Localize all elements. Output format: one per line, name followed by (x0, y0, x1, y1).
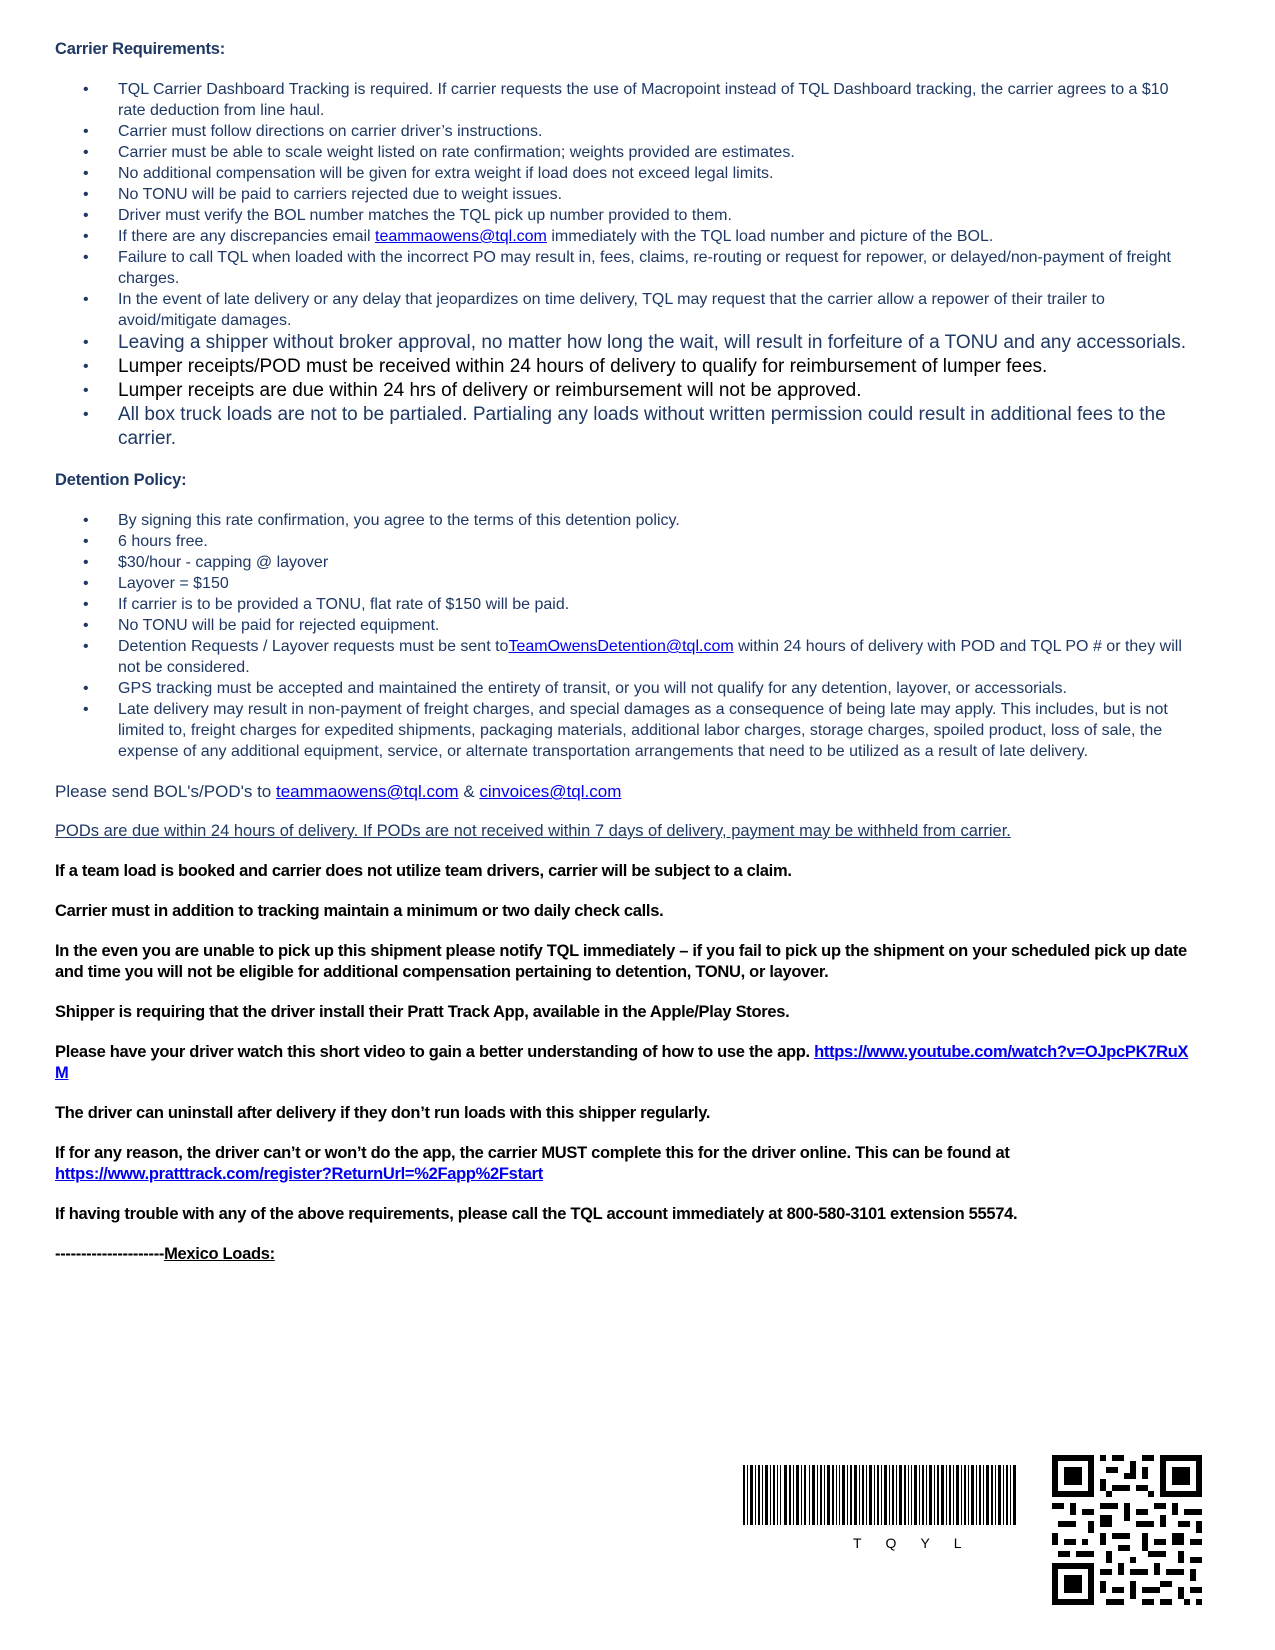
list-item: • Layover = $150 (83, 575, 229, 592)
online-paragraph: If for any reason, the driver can’t or won’t do the app, the carrier MUST complete this for the driver online. This can be found at https://www.pratttrack.com/register?ReturnUrl=%2Fapp%2Fstart (55, 1144, 1010, 1183)
list-item: • If carrier is to be provided a TONU, flat rate of $150 will be paid. (83, 596, 570, 613)
send-bols-line: Please send BOL's/POD's to teammaowens@tql.com & cinvoices@tql.com (55, 782, 622, 801)
list-item: • By signing this rate confirmation, you agree to the terms of this detention policy. (83, 512, 680, 529)
list-item: • No TONU will be paid for rejected equipment. (83, 617, 440, 634)
carrier-requirements-list (55, 79, 1190, 451)
pratttrack-link[interactable]: https://www.pratttrack.com/register?ReturnUrl=%2Fapp%2Fstart (55, 1165, 543, 1183)
list-item: • 6 hours free. (83, 533, 208, 550)
list-item: • Late delivery may result in non-payment of freight charges, and special damages as a consequence of being late may apply. This includes, but is not limited to, freight charges for expedited shipments, packaging materials, additional labor charges, storage charges, spoiled product, loss of sale, the expense of any additional equipment, service, or alternate transportation arrangements that need to be utilized as a result of late delivery. (83, 701, 1168, 760)
check-calls-paragraph: Carrier must in addition to tracking maintain a minimum or two daily check calls. (55, 902, 664, 920)
list-item: • All box truck loads are not to be partialed. Partialing any loads without written permission could result in additional fees to the carrier. (83, 404, 1166, 449)
list-item: • Lumper receipts are due within 24 hrs of delivery or reimbursement will not be approved. (83, 380, 862, 401)
list-item: • Driver must verify the BOL number matches the TQL pick up number provided to them. (83, 207, 732, 224)
qr-code-icon (1052, 1455, 1202, 1605)
email-link-teammaowens[interactable]: teammaowens@tql.com (375, 228, 547, 245)
list-item: • $30/hour - capping @ layover (83, 554, 329, 571)
unable-pickup-paragraph: In the even you are unable to pick up this shipment please notify TQL immediately – if you fail to pick up the shipment on your scheduled pick up date and time you will not be eligible for additional compensation pertaining to detention, TONU, or layover. (55, 942, 1187, 981)
list-item: • No additional compensation will be given for extra weight if load does not exceed legal limits. (83, 165, 774, 182)
mexico-loads-heading: ---------------------Mexico Loads: (55, 1245, 275, 1263)
detention-policy-list (55, 510, 1190, 762)
barcode-text: TQYL (853, 1535, 986, 1551)
video-paragraph: Please have your driver watch this short video to gain a better understanding of how to use the app. https://www.youtube.com/watch?v=OJpcPK7RuXM (55, 1043, 1189, 1082)
trouble-paragraph: If having trouble with any of the above requirements, please call the TQL account immediately at 800-580-3101 extension 55574. (55, 1205, 1018, 1223)
codes-area (743, 1455, 1213, 1605)
carrier-requirements-heading: Carrier Requirements: (55, 40, 226, 58)
list-item: • No TONU will be paid to carriers rejected due to weight issues. (83, 186, 563, 203)
list-item: • Lumper receipts/POD must be received within 24 hours of delivery to qualify for reimbursement of lumper fees. (83, 356, 1048, 377)
list-item: • Carrier must follow directions on carrier driver’s instructions. (83, 123, 543, 140)
list-item: • Leaving a shipper without broker approval, no matter how long the wait, will result in forfeiture of a TONU and any accessorials. (83, 332, 1187, 353)
youtube-link[interactable]: https://www.youtube.com/watch?v=OJpcPK7RuXM (55, 1043, 1189, 1082)
email-link-cinvoices[interactable]: cinvoices@tql.com (479, 782, 622, 801)
list-item: • Carrier must be able to scale weight listed on rate confirmation; weights provided are estimates. (83, 144, 795, 161)
email-link-teammaowens[interactable]: teammaowens@tql.com (275, 782, 459, 801)
detention-policy-heading: Detention Policy: (55, 471, 187, 489)
list-item-detention-requests: • Detention Requests / Layover requests must be sent toTeamOwensDetention@tql.com within 24 hours of delivery with POD and TQL PO # or they will not be considered. (83, 638, 1182, 676)
list-item: • In the event of late delivery or any delay that jeopardizes on time delivery, TQL may request that the carrier allow a repower of their trailer to avoid/mitigate damages. (83, 291, 1105, 329)
list-item-discrepancies: • If there are any discrepancies email teammaowens@tql.com immediately with the TQL load number and picture of the BOL. (83, 228, 994, 245)
email-link-detention[interactable]: TeamOwensDetention@tql.com (508, 638, 734, 655)
pods-due-line: PODs are due within 24 hours of delivery. If PODs are not received within 7 days of delivery, payment may be withheld from carrier. (55, 822, 1011, 840)
uninstall-paragraph: The driver can uninstall after delivery if they don’t run loads with this shipper regularly. (55, 1104, 711, 1122)
document-page (55, 40, 1190, 1265)
list-item: • GPS tracking must be accepted and maintained the entirety of transit, or you will not qualify for any detention, layover, or accessorials. (83, 680, 1067, 697)
list-item: • TQL Carrier Dashboard Tracking is required. If carrier requests the use of Macropoint instead of TQL Dashboard tracking, the carrier agrees to a $10 rate deduction from line haul. (83, 81, 1169, 119)
team-load-paragraph: If a team load is booked and carrier does not utilize team drivers, carrier will be subject to a claim. (55, 862, 792, 880)
list-item: • Failure to call TQL when loaded with the incorrect PO may result in, fees, claims, re-routing or request for repower, or delayed/non-payment of freight charges. (83, 249, 1171, 287)
pratt-app-paragraph: Shipper is requiring that the driver install their Pratt Track App, available in the Apple/Play Stores. (55, 1003, 790, 1021)
barcode-icon (743, 1465, 1028, 1535)
